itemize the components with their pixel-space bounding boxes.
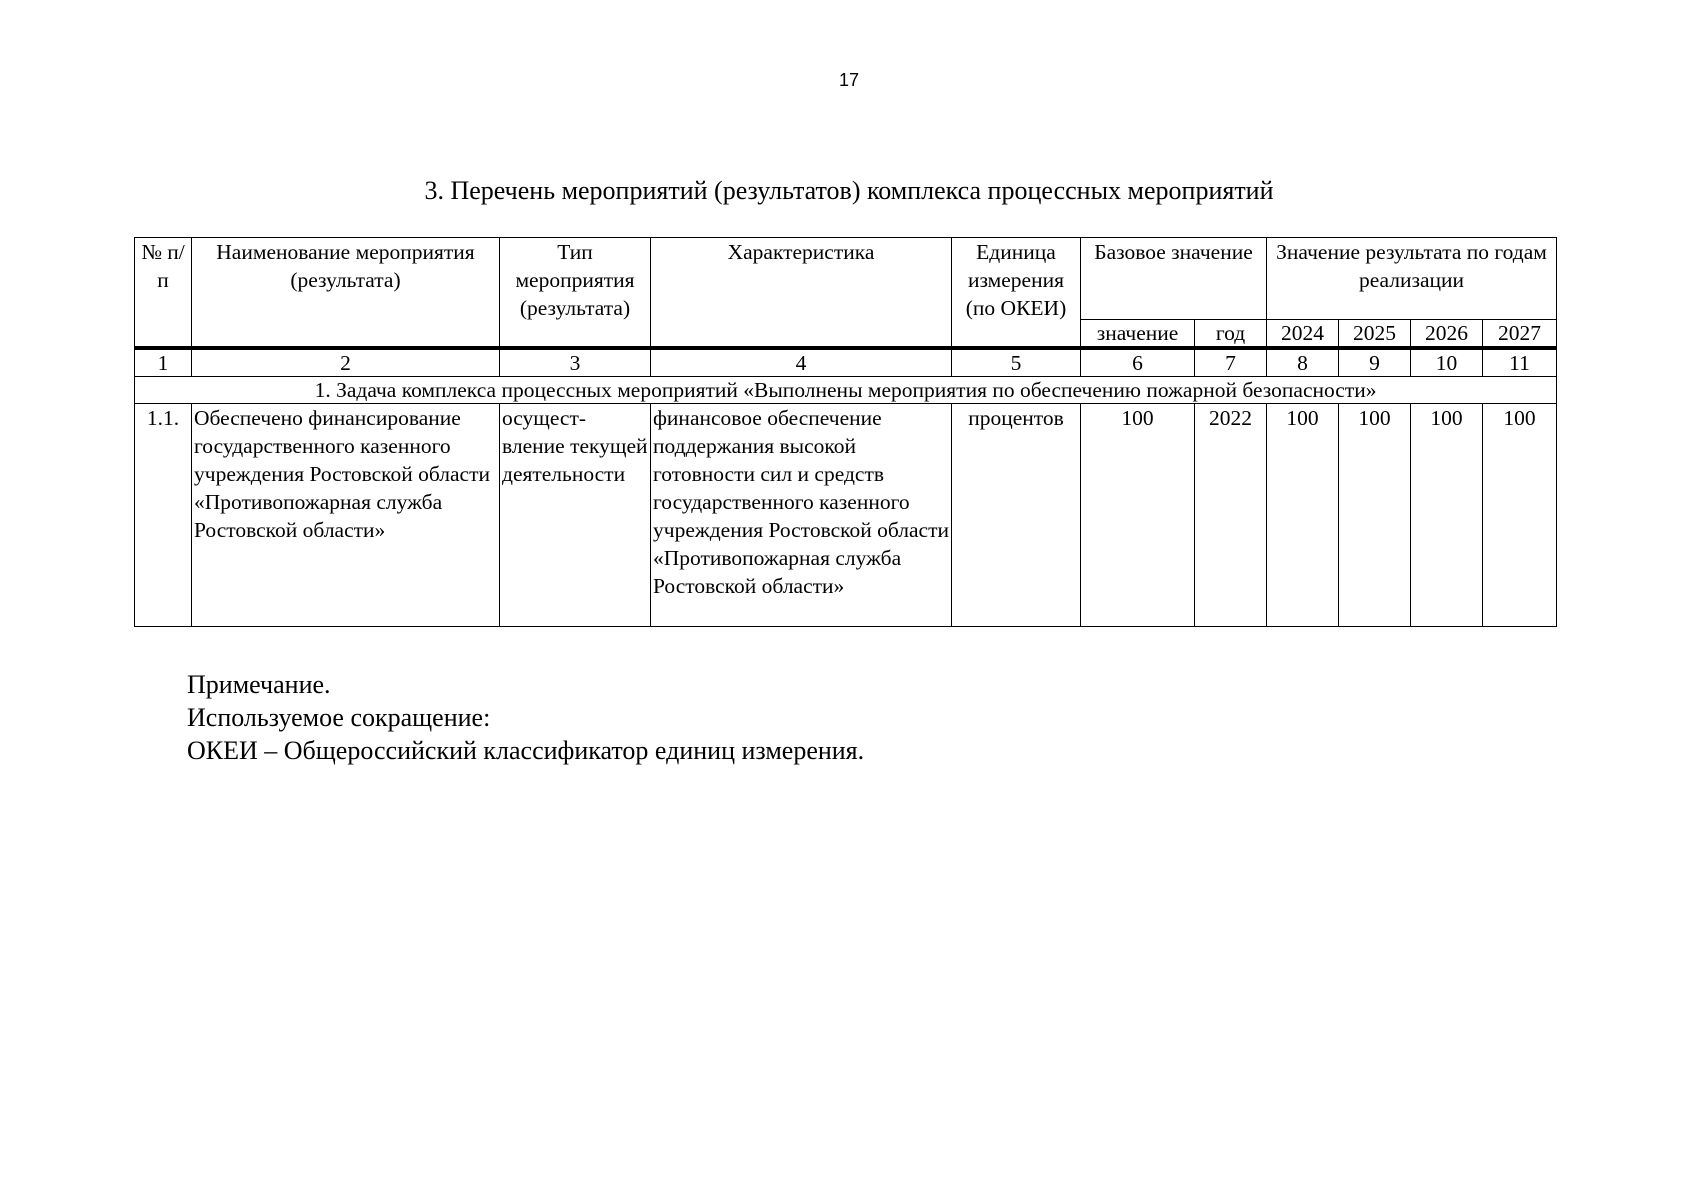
note-abbrev: ОКЕИ – Общероссийский классификатор единиц измерения. bbox=[187, 736, 865, 765]
task-title: 1. Задача комплекса процессных мероприятий «Выполнены мероприятия по обеспечению пожарной безопасности» bbox=[135, 377, 1557, 404]
table-row bbox=[135, 404, 1557, 627]
column-number: 5 bbox=[952, 348, 1081, 377]
row-base-year: 2022 bbox=[1195, 404, 1267, 627]
note-heading: Примечание. bbox=[187, 670, 331, 699]
task-row bbox=[135, 377, 1557, 404]
header-year: 2025 bbox=[1339, 320, 1411, 349]
row-value-2024: 100 bbox=[1267, 404, 1339, 627]
row-value-2027: 100 bbox=[1483, 404, 1557, 627]
header-unit: Единица измерения (по ОКЕИ) bbox=[952, 238, 1081, 349]
row-unit: процентов bbox=[952, 404, 1081, 627]
header-base: Базовое значение bbox=[1081, 238, 1267, 320]
column-number: 4 bbox=[651, 348, 952, 377]
row-characteristic: финансовое обеспечение поддержания высокой готовности сил и средств государственного казенного учреждения Ростовской области «Противопожарная служба Ростовской области» bbox=[651, 404, 952, 627]
section-title: 3. Перечень мероприятий (результатов) комплекса процессных мероприятий bbox=[424, 176, 1274, 205]
row-name: Обеспечено финансирование государственного казенного учреждения Ростовской области «Противопожарная служба Ростовской области» bbox=[192, 404, 500, 627]
header-base-year: год bbox=[1195, 320, 1267, 349]
column-number: 11 bbox=[1483, 348, 1557, 377]
header-year: 2027 bbox=[1483, 320, 1557, 349]
column-number-row bbox=[135, 348, 1557, 377]
row-num: 1.1. bbox=[135, 404, 192, 627]
row-value-2026: 100 bbox=[1411, 404, 1483, 627]
column-number: 9 bbox=[1339, 348, 1411, 377]
row-value-2025: 100 bbox=[1339, 404, 1411, 627]
column-number: 6 bbox=[1081, 348, 1195, 377]
column-number: 8 bbox=[1267, 348, 1339, 377]
header-base-value: значение bbox=[1081, 320, 1195, 349]
header-num: № п/п bbox=[135, 238, 192, 349]
header-name: Наименование мероприятия (результата) bbox=[192, 238, 500, 349]
header-year: 2024 bbox=[1267, 320, 1339, 349]
header-result: Значение результата по годам реализации bbox=[1267, 238, 1557, 320]
measures-table bbox=[134, 237, 1557, 627]
header-characteristic: Характеристика bbox=[651, 238, 952, 349]
column-number: 10 bbox=[1411, 348, 1483, 377]
column-number: 7 bbox=[1195, 348, 1267, 377]
note-abbrev-label: Используемое сокращение: bbox=[187, 703, 491, 732]
note-block bbox=[187, 668, 864, 767]
column-number: 3 bbox=[500, 348, 651, 377]
row-type: осущест-вление текущей деятельности bbox=[500, 404, 651, 627]
header-type: Тип мероприятия (результата) bbox=[500, 238, 651, 349]
page-number: 17 bbox=[838, 70, 860, 90]
header-year: 2026 bbox=[1411, 320, 1483, 349]
column-number: 1 bbox=[135, 348, 192, 377]
column-number: 2 bbox=[192, 348, 500, 377]
row-base-value: 100 bbox=[1081, 404, 1195, 627]
header-row bbox=[135, 238, 1557, 320]
